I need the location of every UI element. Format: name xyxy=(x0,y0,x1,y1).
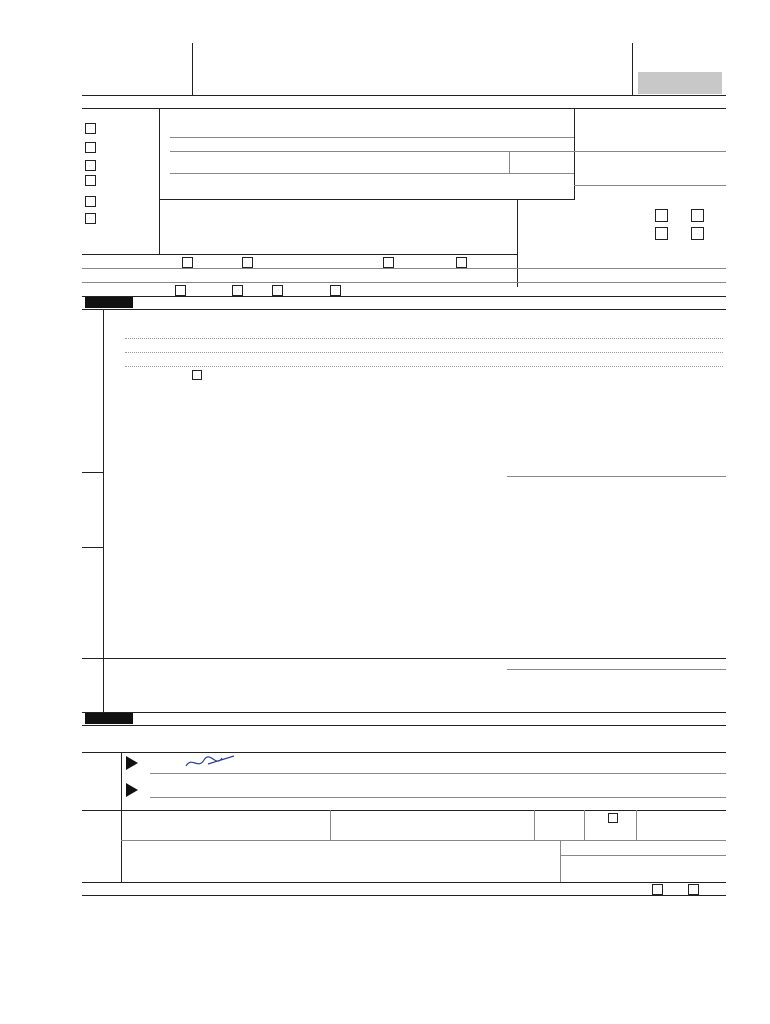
amended-return-checkbox[interactable] xyxy=(85,196,96,207)
application-pending-checkbox[interactable] xyxy=(85,213,96,224)
name-arrow-icon xyxy=(126,783,138,797)
part1-tag xyxy=(85,297,133,308)
4947-checkbox[interactable] xyxy=(383,257,394,268)
corporation-checkbox[interactable] xyxy=(175,285,186,296)
address-change-checkbox[interactable] xyxy=(85,123,96,134)
discuss-yes-checkbox[interactable] xyxy=(652,884,663,895)
group-return-yes-checkbox[interactable] xyxy=(655,209,668,222)
trust-checkbox[interactable] xyxy=(232,285,243,296)
group-return-no-checkbox[interactable] xyxy=(691,209,704,222)
501c-checkbox[interactable] xyxy=(242,257,253,268)
officer-signature-scribble xyxy=(182,752,242,774)
final-return-checkbox[interactable] xyxy=(85,175,96,186)
name-change-checkbox[interactable] xyxy=(85,142,96,153)
initial-return-checkbox[interactable] xyxy=(85,160,96,171)
527-checkbox[interactable] xyxy=(456,257,467,268)
part2-tag xyxy=(85,713,133,724)
subordinates-yes-checkbox[interactable] xyxy=(655,227,668,240)
other-checkbox[interactable] xyxy=(330,285,341,296)
sign-arrow-icon xyxy=(126,756,138,770)
subordinates-no-checkbox[interactable] xyxy=(691,227,704,240)
501c3-checkbox[interactable] xyxy=(182,257,193,268)
discontinued-checkbox[interactable] xyxy=(192,370,202,380)
association-checkbox[interactable] xyxy=(272,285,283,296)
discuss-no-checkbox[interactable] xyxy=(688,884,699,895)
self-employed-checkbox[interactable] xyxy=(608,813,618,823)
